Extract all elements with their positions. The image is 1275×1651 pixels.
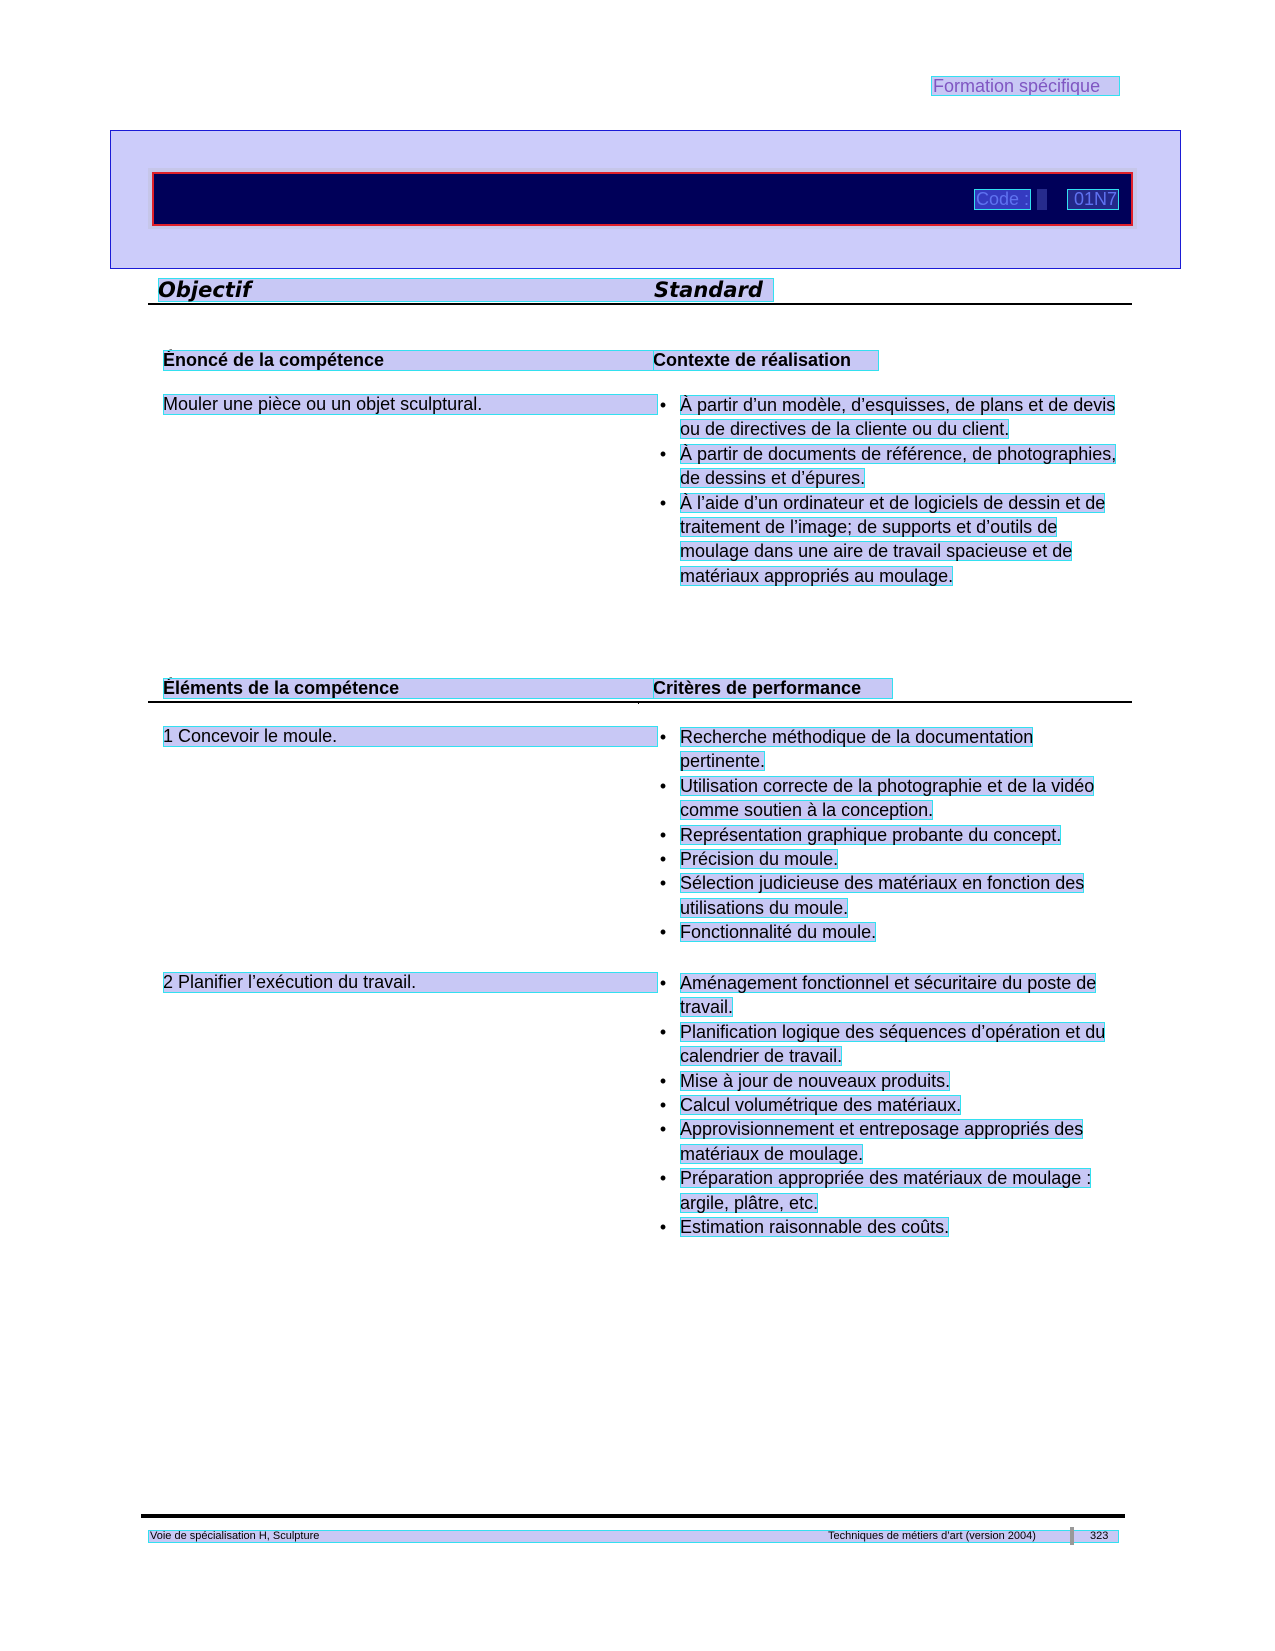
- context-text: À l’aide d’un ordinateur et de logiciels de dessin et de traitement de l’image; de supports et d’outils de moulage dans une aire de travail spacieuse et de matériaux appropriés au moulage.: [680, 492, 1106, 586]
- bullet-icon: •: [659, 1119, 667, 1140]
- footer-right: Techniques de métiers d’art (version 2004): [828, 1530, 1036, 1542]
- context-item: [658, 491, 1118, 589]
- footer: [148, 1530, 1119, 1543]
- criterion-text: Estimation raisonnable des coûts.: [680, 1217, 950, 1238]
- criterion-text: Représentation graphique probante du concept.: [680, 824, 1062, 845]
- bullet-icon: •: [659, 443, 667, 464]
- standard-heading: Standard: [654, 278, 763, 302]
- column-divider: [638, 701, 639, 704]
- criteria-list-2: [658, 971, 1118, 1239]
- bullet-icon: •: [659, 1217, 667, 1238]
- criterion-item: [658, 823, 1118, 847]
- criterion-text: Mise à jour de nouveaux produits.: [680, 1070, 951, 1091]
- criterion-text: Utilisation correcte de la photographie et de la vidéo comme soutien à la conception.: [680, 775, 1095, 821]
- criterion-item: [658, 847, 1118, 871]
- code-separator: [1037, 189, 1047, 210]
- elements-rule: [148, 701, 1132, 703]
- bullet-icon: •: [659, 849, 667, 870]
- bullet-icon: •: [659, 492, 667, 513]
- context-text: À partir d’un modèle, d’esquisses, de plans et de devis ou de directives de la cliente ou du client.: [680, 395, 1116, 440]
- criterion-item: [658, 920, 1118, 944]
- criterion-text: Calcul volumétrique des matériaux.: [680, 1095, 962, 1116]
- criterion-item: [658, 1093, 1118, 1117]
- page-number: 323: [1090, 1530, 1109, 1542]
- statement-heading: Énoncé de la compétence: [163, 350, 658, 371]
- context-text: À partir de documents de référence, de photographies, de dessins et d’épures.: [680, 443, 1117, 489]
- criterion-item: [658, 1069, 1118, 1093]
- element-2-label: 2 Planifier l’exécution du travail.: [163, 972, 658, 993]
- criterion-text: Préparation appropriée des matériaux de moulage : argile, plâtre, etc.: [680, 1168, 1092, 1213]
- bullet-icon: •: [659, 1070, 667, 1091]
- criterion-item: [658, 1166, 1118, 1215]
- code-field: [974, 189, 1119, 210]
- criterion-text: Approvisionnement et entreposage appropriés des matériaux de moulage.: [680, 1119, 1084, 1164]
- criterion-text: Précision du moule.: [680, 849, 839, 870]
- criterion-item: [658, 725, 1118, 774]
- bullet-icon: •: [659, 824, 667, 845]
- bullet-icon: •: [659, 727, 667, 747]
- criterion-item: [658, 871, 1118, 920]
- criterion-text: Recherche méthodique de la documentation pertinente.: [680, 727, 1034, 772]
- heading-rule: [148, 303, 1132, 305]
- objective-heading: Objectif: [158, 278, 252, 302]
- criterion-item: [658, 1215, 1118, 1239]
- bullet-icon: •: [659, 1168, 667, 1189]
- criterion-text: Aménagement fonctionnel et sécuritaire du poste de travail.: [680, 973, 1097, 1018]
- bullet-icon: •: [659, 873, 667, 894]
- footer-rule: [141, 1514, 1125, 1518]
- footer-left: Voie de spécialisation H, Sculpture: [150, 1530, 320, 1542]
- context-list: [658, 393, 1118, 588]
- elements-heading: Éléments de la compétence: [163, 678, 658, 699]
- criteria-list-1: [658, 725, 1118, 945]
- criterion-item: [658, 774, 1118, 823]
- element-1-label: 1 Concevoir le moule.: [163, 726, 658, 747]
- bullet-icon: •: [659, 922, 667, 943]
- code-label: Code :: [976, 189, 1030, 209]
- criterion-text: Sélection judicieuse des matériaux en fonction des utilisations du moule.: [680, 873, 1085, 918]
- footer-divider: [1070, 1527, 1074, 1545]
- context-item: [658, 442, 1118, 491]
- criterion-item: [658, 1117, 1118, 1166]
- bullet-icon: •: [659, 1095, 667, 1116]
- bullet-icon: •: [659, 775, 667, 796]
- criteria-heading: Critères de performance: [653, 678, 893, 699]
- bullet-icon: •: [659, 1021, 667, 1042]
- criterion-text: Planification logique des séquences d’opération et du calendrier de travail.: [680, 1021, 1106, 1067]
- context-heading: Contexte de réalisation: [653, 350, 879, 371]
- section-label: Formation spécifique: [931, 76, 1120, 96]
- context-item: [658, 393, 1118, 442]
- criterion-item: [658, 971, 1118, 1020]
- bullet-icon: •: [659, 973, 667, 993]
- criterion-item: [658, 1020, 1118, 1069]
- code-value: 01N7: [1067, 189, 1119, 210]
- criterion-text: Fonctionnalité du moule.: [680, 922, 877, 943]
- column-headings: [158, 278, 774, 302]
- statement-text: Mouler une pièce ou un objet sculptural.: [163, 394, 658, 415]
- bullet-icon: •: [659, 395, 667, 415]
